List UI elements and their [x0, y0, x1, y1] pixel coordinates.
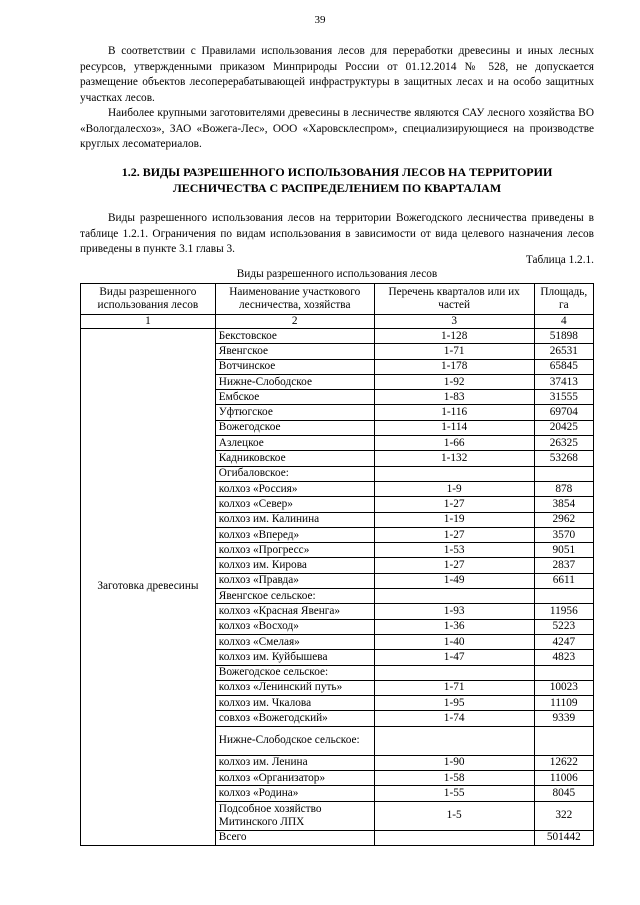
quarters-cell: 1-55 [374, 786, 534, 801]
area-cell: 65845 [534, 359, 593, 374]
area-cell: 4823 [534, 650, 593, 665]
area-cell: 53268 [534, 451, 593, 466]
quarters-cell: 1-93 [374, 604, 534, 619]
forestry-name-cell: колхоз «Россия» [215, 481, 374, 496]
forestry-name-cell: колхоз «Родина» [215, 786, 374, 801]
use-type-cell: Заготовка древесины [81, 329, 216, 846]
header-use-type: Виды разрешенного использования лесов [81, 284, 216, 315]
area-cell: 26325 [534, 436, 593, 451]
quarters-cell: 1-90 [374, 755, 534, 770]
area-cell: 3570 [534, 527, 593, 542]
forestry-name-cell: колхоз «Ленинский путь» [215, 680, 374, 695]
quarters-cell: 1-114 [374, 420, 534, 435]
forestry-name-cell: колхоз им. Кирова [215, 558, 374, 573]
quarters-cell: 1-36 [374, 619, 534, 634]
quarters-cell: 1-92 [374, 374, 534, 389]
paragraph-rules [80, 44, 594, 106]
forestry-name-cell: Уфтюгское [215, 405, 374, 420]
forestry-name-cell: колхоз им. Чкалова [215, 696, 374, 711]
area-cell: 11109 [534, 696, 593, 711]
quarters-cell: 1-83 [374, 390, 534, 405]
quarters-cell: 1-116 [374, 405, 534, 420]
forestry-name-cell: колхоз «Восход» [215, 619, 374, 634]
page-number: 39 [314, 14, 326, 26]
paragraph-text: В соответствии с Правилами использования лесов для переработки древесины и иных лесных ресурсов, утвержденными приказом Минприроды России от 01.12.2014 № 528, не допускается размещение объектов лесоперерабатывающей инфраструктуры в защитных лесах и на особо защитных участках лесов. [80, 45, 594, 104]
table-body [81, 329, 594, 846]
quarters-cell [374, 466, 534, 481]
area-cell [534, 726, 593, 755]
forestry-name-cell: Огибаловское: [215, 466, 374, 481]
forestry-name-cell: Нижне-Слободское [215, 374, 374, 389]
quarters-cell: 1-71 [374, 680, 534, 695]
area-cell: 20425 [534, 420, 593, 435]
forestry-name-cell: Кадниковское [215, 451, 374, 466]
forestry-name-cell: Вожегодское сельское: [215, 665, 374, 680]
area-cell: 6611 [534, 573, 593, 588]
quarters-cell: 1-95 [374, 696, 534, 711]
area-cell [534, 589, 593, 604]
column-number: 1 [81, 315, 216, 329]
header-area: Площадь, га [534, 284, 593, 315]
forestry-name-cell: колхоз «Правда» [215, 573, 374, 588]
quarters-cell: 1-178 [374, 359, 534, 374]
forestry-name-cell: колхоз «Вперед» [215, 527, 374, 542]
area-cell: 2837 [534, 558, 593, 573]
area-cell: 5223 [534, 619, 593, 634]
forestry-name-cell: Бекстовское [215, 329, 374, 344]
table-row [81, 329, 594, 344]
quarters-cell: 1-58 [374, 771, 534, 786]
area-cell: 26531 [534, 344, 593, 359]
area-cell [534, 466, 593, 481]
quarters-cell [374, 589, 534, 604]
forestry-name-cell: Вожегодское [215, 420, 374, 435]
area-cell: 69704 [534, 405, 593, 420]
header-quarters: Перечень кварталов или их частей [374, 284, 534, 315]
quarters-cell: 1-128 [374, 329, 534, 344]
quarters-cell [374, 665, 534, 680]
area-cell: 12622 [534, 755, 593, 770]
quarters-cell: 1-40 [374, 634, 534, 649]
quarters-cell: 1-71 [374, 344, 534, 359]
land-use-table [80, 283, 594, 846]
table-header-row [81, 284, 594, 315]
table-reference: Таблица 1.2.1. [525, 254, 594, 266]
area-cell: 4247 [534, 634, 593, 649]
forestry-name-cell: Азлецкое [215, 436, 374, 451]
area-cell: 2962 [534, 512, 593, 527]
quarters-cell: 1-5 [374, 801, 534, 830]
paragraph-text: Виды разрешенного использования лесов на территории Вожегодского лесничества приведены в таблице 1.2.1. Ограничения по видам использования в зависимости от вида целевого назначения лесов приведены в пункте 3.1 главы 3. [80, 212, 594, 256]
area-cell: 9339 [534, 711, 593, 726]
area-cell: 37413 [534, 374, 593, 389]
quarters-cell: 1-27 [374, 497, 534, 512]
table-column-numbers [81, 315, 594, 329]
section-heading: 1.2. ВИДЫ РАЗРЕШЕННОГО ИСПОЛЬЗОВАНИЯ ЛЕСОВ НА ТЕРРИТОРИИ ЛЕСНИЧЕСТВА С РАСПРЕДЕЛЕНИЕМ ПО КВАРТАЛАМ [121, 165, 553, 195]
forestry-name-cell: колхоз «Организатор» [215, 771, 374, 786]
area-cell: 31555 [534, 390, 593, 405]
forestry-name-cell: колхоз «Север» [215, 497, 374, 512]
forestry-name-cell: колхоз им. Калинина [215, 512, 374, 527]
quarters-cell: 1-66 [374, 436, 534, 451]
quarters-cell [374, 726, 534, 755]
area-cell: 3854 [534, 497, 593, 512]
quarters-cell: 1-49 [374, 573, 534, 588]
forestry-name-cell: Явенгское сельское: [215, 589, 374, 604]
forestry-name-cell: колхоз «Прогресс» [215, 543, 374, 558]
quarters-cell: 1-27 [374, 527, 534, 542]
forestry-name-cell: Явенгское [215, 344, 374, 359]
forestry-name-cell: Нижне-Слободское сельское: [215, 726, 374, 755]
column-number: 4 [534, 315, 593, 329]
table-title: Виды разрешенного использования лесов [236, 268, 438, 280]
forestry-name-cell: колхоз им. Ленина [215, 755, 374, 770]
area-cell: 8045 [534, 786, 593, 801]
forestry-name-cell: колхоз «Красная Явенга» [215, 604, 374, 619]
quarters-cell: 1-47 [374, 650, 534, 665]
area-cell: 878 [534, 481, 593, 496]
paragraph-harvesters [80, 106, 594, 153]
paragraph-text: Наиболее крупными заготовителями древесины в лесничестве являются САУ лесного хозяйства ВО «Вологдалесхоз», ЗАО «Вожега-Лес», ООО «Харовсклеспром», специализирующиеся на производстве круглых лесоматериалов. [80, 107, 594, 151]
forestry-name-cell: колхоз им. Куйбышева [215, 650, 374, 665]
total-quarters-cell [374, 830, 534, 845]
area-cell [534, 665, 593, 680]
area-cell: 51898 [534, 329, 593, 344]
quarters-cell: 1-27 [374, 558, 534, 573]
column-number: 3 [374, 315, 534, 329]
forestry-name-cell: Вотчинское [215, 359, 374, 374]
quarters-cell: 1-132 [374, 451, 534, 466]
area-cell: 11956 [534, 604, 593, 619]
paragraph-intro [80, 211, 594, 258]
quarters-cell: 1-74 [374, 711, 534, 726]
area-cell: 11006 [534, 771, 593, 786]
column-number: 2 [215, 315, 374, 329]
total-label: Всего [215, 830, 374, 845]
forestry-name-cell: колхоз «Смелая» [215, 634, 374, 649]
total-area: 501442 [534, 830, 593, 845]
area-cell: 9051 [534, 543, 593, 558]
area-cell: 10023 [534, 680, 593, 695]
forestry-name-cell: Подсобное хозяйство Митинского ЛПХ [215, 801, 374, 830]
quarters-cell: 1-9 [374, 481, 534, 496]
quarters-cell: 1-53 [374, 543, 534, 558]
quarters-cell: 1-19 [374, 512, 534, 527]
forestry-name-cell: Ембское [215, 390, 374, 405]
header-forestry-name: Наименование участкового лесничества, хозяйства [215, 284, 374, 315]
area-cell: 322 [534, 801, 593, 830]
forestry-name-cell: совхоз «Вожегодский» [215, 711, 374, 726]
